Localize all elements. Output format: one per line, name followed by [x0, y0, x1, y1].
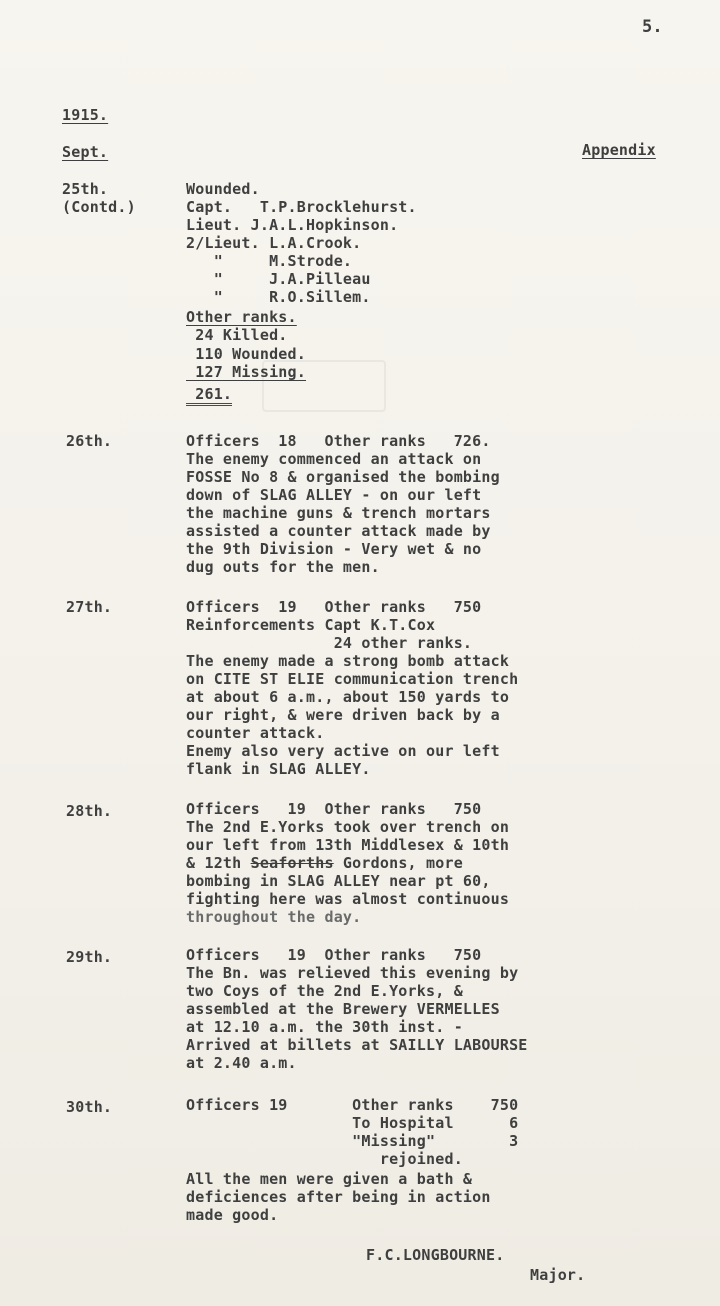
entry-date-28th: 28th. — [66, 802, 113, 820]
entry-line: made good. — [186, 1206, 279, 1224]
casualty-line: 127 Missing. — [186, 363, 306, 381]
entry-line: Arrived at billets at SAILLY LABOURSE — [186, 1036, 528, 1054]
entry-line: Lieut. J.A.L.Hopkinson. — [186, 216, 399, 234]
entry-date-26th: 26th. — [66, 432, 113, 450]
entry-line — [186, 854, 463, 872]
page-number: 5. — [642, 17, 663, 37]
entry-date-25th: 25th. (Contd.) — [62, 180, 136, 217]
entry-line: down of SLAG ALLEY - on our left — [186, 486, 482, 504]
entry-line: Reinforcements Capt K.T.Cox — [186, 616, 436, 634]
entry-line: on CITE ST ELIE communication trench — [186, 670, 519, 688]
entry-line: " J.A.Pilleau — [186, 270, 371, 288]
casualty-line: 24 Killed. — [186, 326, 288, 344]
entry-line: assisted a counter attack made by — [186, 522, 491, 540]
casualty-total — [186, 385, 232, 406]
entry-line: To Hospital 6 — [186, 1114, 519, 1132]
entry-line: "Missing" 3 — [186, 1132, 519, 1150]
entry-line: at 12.10 a.m. the 30th inst. - — [186, 1018, 463, 1036]
entry-line: 2/Lieut. L.A.Crook. — [186, 234, 362, 252]
entry-line: Officers 19 Other ranks 750 — [186, 1096, 519, 1114]
entry-line: FOSSE No 8 & organised the bombing — [186, 468, 500, 486]
entry-line: fighting here was almost continuous — [186, 890, 510, 908]
entry-line: deficiences after being in action — [186, 1188, 491, 1206]
entry-line: The enemy commenced an attack on — [186, 450, 482, 468]
entry-line: 24 other ranks. — [186, 634, 473, 652]
entry-line: The Bn. was relieved this evening by — [186, 964, 519, 982]
year-heading: 1915. — [62, 106, 109, 124]
entry-line: Officers 19 Other ranks 750 — [186, 800, 482, 818]
struck-word: Seaforths — [250, 854, 334, 872]
entry-line: " R.O.Sillem. — [186, 288, 371, 306]
entry-line: counter attack. — [186, 724, 325, 742]
entry-line: Officers 18 Other ranks 726. — [186, 432, 491, 450]
entry-line: Enemy also very active on our left — [186, 742, 500, 760]
entry-line: at about 6 a.m., about 150 yards to — [186, 688, 510, 706]
entry-line: two Coys of the 2nd E.Yorks, & — [186, 982, 463, 1000]
entry-line: the 9th Division - Very wet & no — [186, 540, 482, 558]
entry-line: The enemy made a strong bomb attack — [186, 652, 510, 670]
month-heading: Sept. — [62, 143, 109, 161]
other-ranks-heading: Other ranks. — [186, 308, 297, 326]
entry-line: the machine guns & trench mortars — [186, 504, 491, 522]
line-prefix: & 12th — [186, 854, 251, 872]
appendix-heading: Appendix — [582, 141, 656, 159]
signature-rank: Major. — [530, 1266, 586, 1284]
entry-line: All the men were given a bath & — [186, 1170, 473, 1188]
entry-line: our right, & were driven back by a — [186, 706, 500, 724]
line-suffix: Gordons, more — [333, 854, 463, 872]
total-value: 261. — [186, 385, 232, 406]
entry-line: dug outs for the men. — [186, 558, 380, 576]
entry-line: " M.Strode. — [186, 252, 353, 270]
entry-line: Officers 19 Other ranks 750 — [186, 946, 482, 964]
entry-line: Officers 19 Other ranks 750 — [186, 598, 482, 616]
entry-line: The 2nd E.Yorks took over trench on — [186, 818, 510, 836]
entry-line: Wounded. — [186, 180, 260, 198]
casualty-line: 110 Wounded. — [186, 345, 306, 363]
entry-line: assembled at the Brewery VERMELLES — [186, 1000, 500, 1018]
entry-line: bombing in SLAG ALLEY near pt 60, — [186, 872, 491, 890]
entry-date-30th: 30th. — [66, 1098, 113, 1116]
entry-line: throughout the day. — [186, 908, 362, 926]
entry-line: Capt. T.P.Brocklehurst. — [186, 198, 417, 216]
signature-name: F.C.LONGBOURNE. — [366, 1246, 505, 1264]
entry-line: flank in SLAG ALLEY. — [186, 760, 371, 778]
entry-date-29th: 29th. — [66, 948, 113, 966]
entry-line: at 2.40 a.m. — [186, 1054, 297, 1072]
entry-date-27th: 27th. — [66, 598, 113, 616]
entry-line: rejoined. — [186, 1150, 463, 1168]
entry-line: our left from 13th Middlesex & 10th — [186, 836, 510, 854]
